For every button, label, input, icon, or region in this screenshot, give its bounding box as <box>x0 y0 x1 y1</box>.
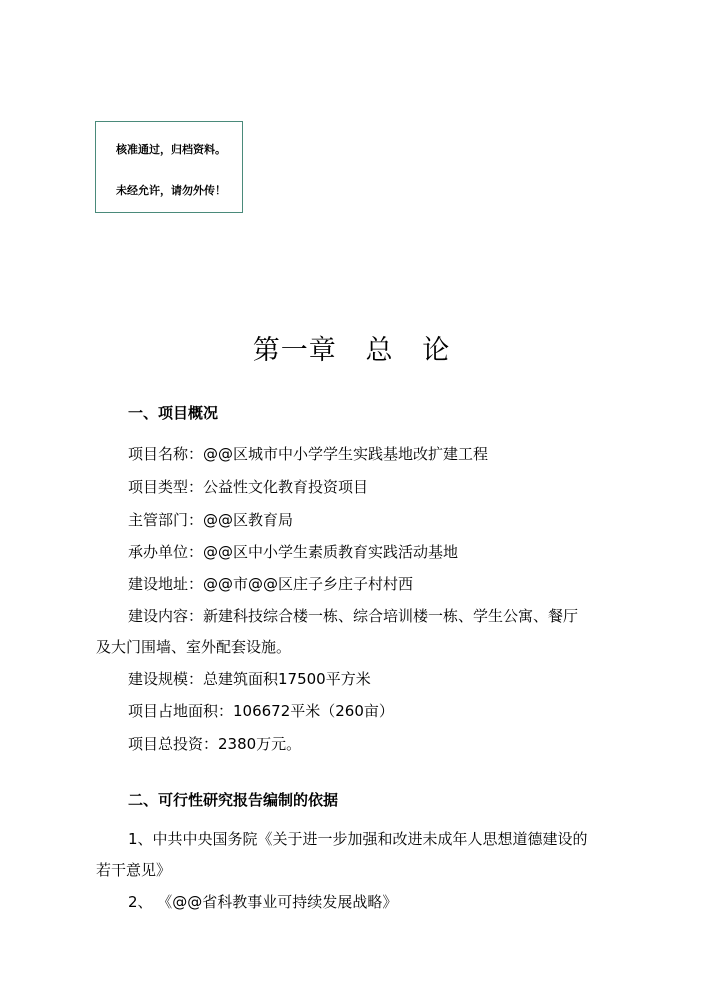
construction-content: 建设内容：新建科技综合楼一栋、综合培训楼一栋、学生公寓、餐厅 <box>128 607 579 625</box>
construction-content-continued: 及大门围墙、室外配套设施。 <box>96 638 292 656</box>
construction-scale: 建设规模：总建筑面积17500平方米 <box>128 670 371 688</box>
project-type: 项目类型：公益性文化教育投资项目 <box>128 478 369 496</box>
basis-item-1: 1、中共中央国务院《关于进一步加强和改进未成年人思想道德建设的 <box>128 830 588 848</box>
supervising-department: 主管部门：@@区教育局 <box>128 511 294 529</box>
approval-note-box <box>95 121 243 213</box>
project-name: 项目名称：@@区城市中小学学生实践基地改扩建工程 <box>128 445 489 463</box>
note-line-confidential: 未经允许，请勿外传！ <box>116 184 226 197</box>
undertaking-unit: 承办单位：@@区中小学生素质教育实践活动基地 <box>128 543 459 561</box>
note-line-approved: 核准通过，归档资料。 <box>116 143 226 156</box>
section-heading-basis: 二、可行性研究报告编制的依据 <box>128 791 339 809</box>
basis-item-1-continued: 若干意见》 <box>96 861 172 879</box>
construction-address: 建设地址：@@市@@区庄子乡庄子村村西 <box>128 575 414 593</box>
basis-item-2: 2、 《@@省科教事业可持续发展战略》 <box>128 893 398 911</box>
chapter-title: 第一章 总 论 <box>252 335 451 366</box>
land-area: 项目占地面积：106672平米（260亩） <box>128 702 394 720</box>
section-heading-overview: 一、项目概况 <box>128 404 219 422</box>
total-investment: 项目总投资：2380万元。 <box>128 735 302 753</box>
